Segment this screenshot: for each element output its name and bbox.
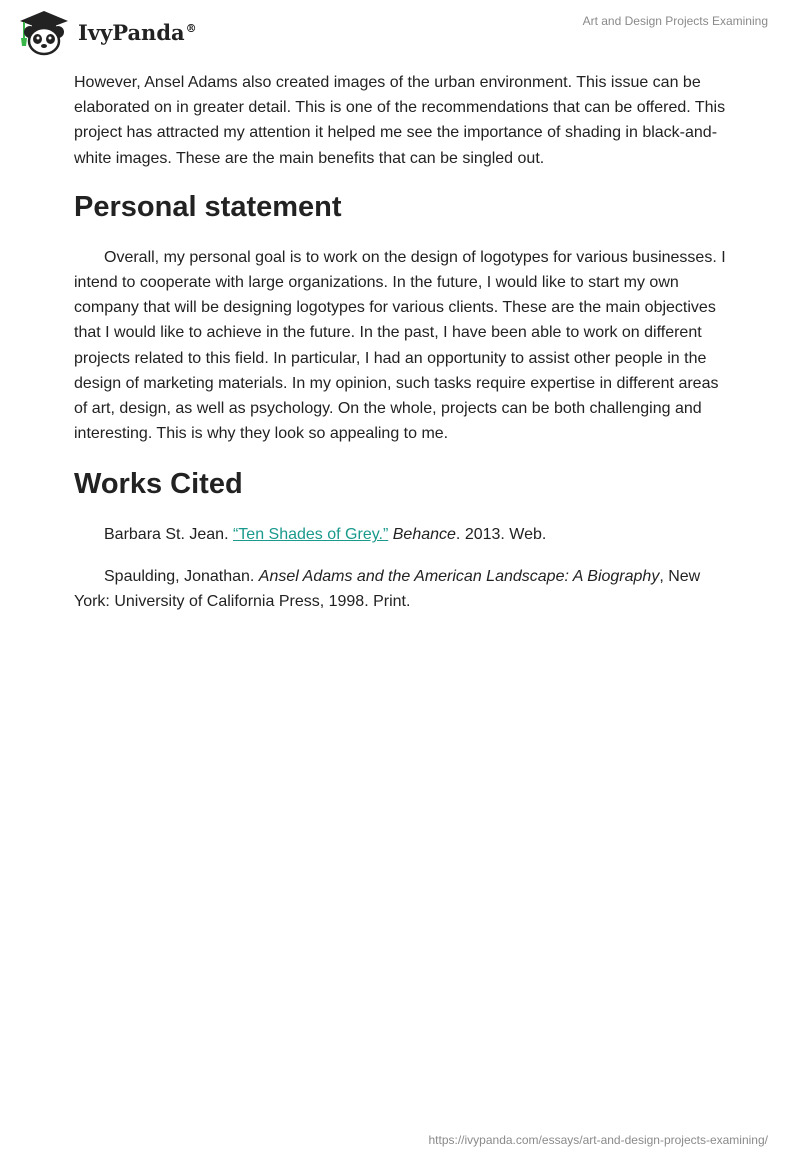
citation-rest: , New York: University of California Press, 1998. Print. xyxy=(74,567,701,610)
citation-container: Behance xyxy=(392,526,456,544)
document-title: Art and Design Projects Examining xyxy=(582,14,768,28)
essay-content xyxy=(74,70,734,630)
citation-author: Spaulding, Jonathan. xyxy=(104,567,259,585)
works-cited-heading: Works Cited xyxy=(74,468,243,501)
citation-link[interactable]: “Ten Shades of Grey.” xyxy=(232,526,389,544)
personal-statement-heading: Personal statement xyxy=(74,190,342,223)
citation-title: Ansel Adams and the American Landscape: A Biography xyxy=(258,567,660,585)
panda-graduate-icon xyxy=(14,8,74,56)
ivypanda-logo[interactable] xyxy=(14,8,214,56)
registered-mark: ® xyxy=(185,22,197,35)
citation-author: Barbara St. Jean. xyxy=(104,526,233,544)
page-header xyxy=(0,0,800,60)
intro-paragraph: However, Ansel Adams also created images of the urban environment. This issue can be elaborated on in greater detail. This is one of the recommendations that can be offered. This project has attracted my attention it helped me see the importance of shading in black-and-white images. These are the main benefits that can be singled out. xyxy=(74,74,726,167)
logo-text: IvyPanda® xyxy=(78,20,197,45)
footer-url[interactable]: https://ivypanda.com/essays/art-and-design-projects-examining/ xyxy=(428,1133,768,1147)
citation-rest: . 2013. Web. xyxy=(455,526,547,544)
citation-item xyxy=(74,522,734,547)
personal-statement-paragraph: Overall, my personal goal is to work on the design of logotypes for various businesses. I intend to cooperate with large organizations. In the future, I would like to start my own company that will be designing logotypes for various clients. These are the main objectives that I would like to achieve in the future. In the past, I have been able to work on different projects related to this field. In particular, I had an opportunity to assist other people in the design of marketing materials. In my opinion, such tasks require expertise in different areas of art, design, as well as psychology. On the whole, projects can be both challenging and interesting. This is why they look so appealing to me. xyxy=(74,248,726,443)
citation-item xyxy=(74,564,734,614)
